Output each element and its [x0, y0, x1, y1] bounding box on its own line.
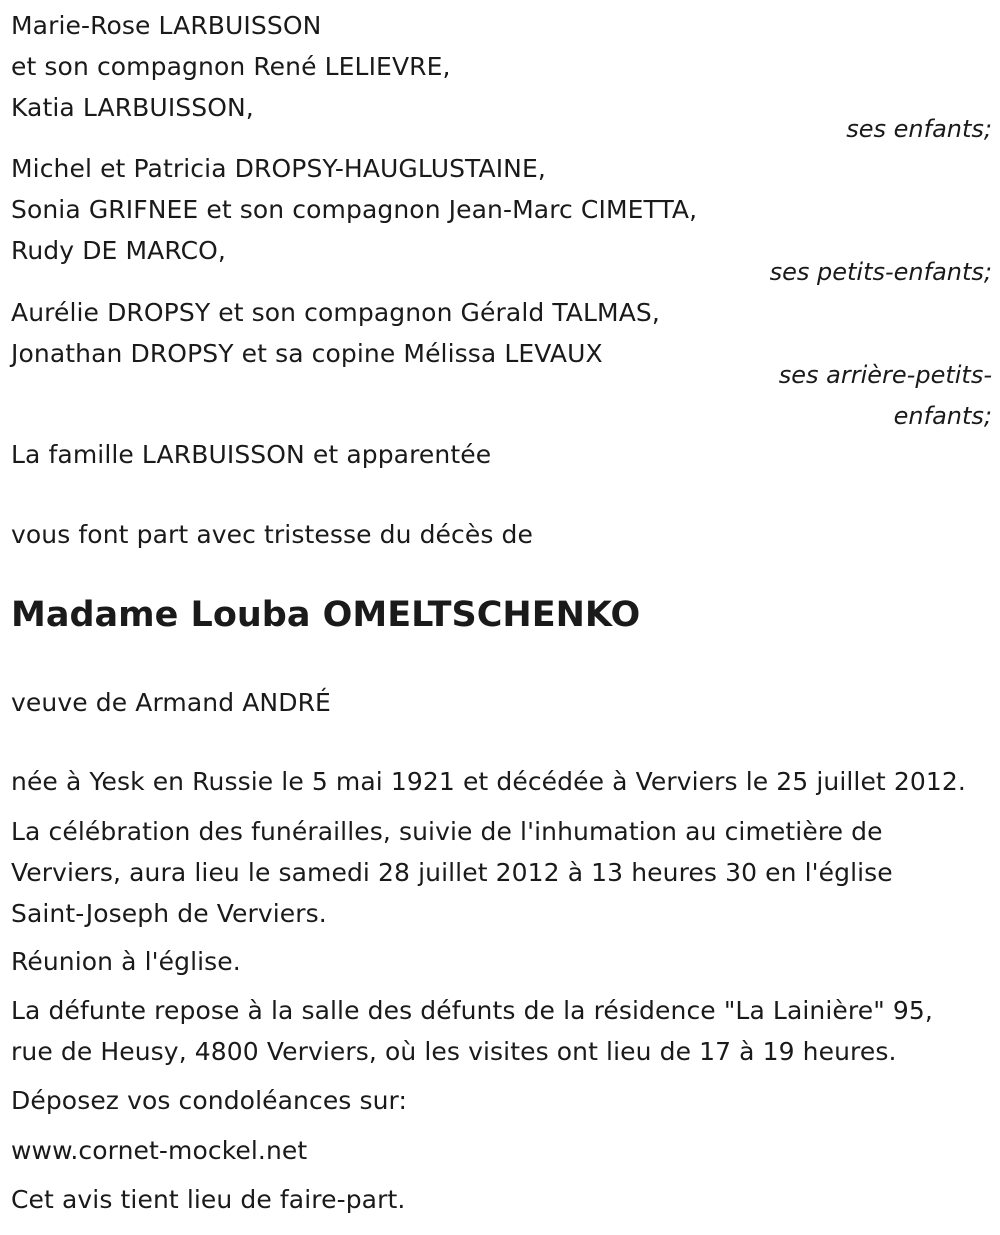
children-line-1: Marie-Rose LARBUISSON	[11, 11, 322, 40]
great-grandchildren-role-1: ses arrière-petits-	[778, 361, 992, 389]
announcement-line: vous font part avec tristesse du décès de	[11, 520, 533, 549]
repose-line-1: La défunte repose à la salle des défunts de la résidence "La Lainière" 95,	[11, 996, 933, 1025]
children-role: ses enfants;	[846, 115, 992, 143]
closing-line: Cet avis tient lieu de faire-part.	[11, 1185, 406, 1214]
condolences-label: Déposez vos condoléances sur:	[11, 1086, 408, 1115]
grandchildren-line-1: Michel et Patricia DROPSY-HAUGLUSTAINE,	[11, 154, 546, 183]
great-grandchildren-line-1: Aurélie DROPSY et son compagnon Gérald TALMAS,	[11, 298, 660, 327]
widow-of-line: veuve de Armand ANDRÉ	[11, 688, 331, 717]
great-grandchildren-role-2: enfants;	[893, 402, 992, 430]
family-line: La famille LARBUISSON et apparentée	[11, 440, 492, 469]
children-line-2: et son compagnon René LELIEVRE,	[11, 52, 451, 81]
children-line-3: Katia LARBUISSON,	[11, 93, 254, 122]
funeral-line-1: La célébration des funérailles, suivie de l'inhumation au cimetière de	[11, 817, 883, 846]
grandchildren-role: ses petits-enfants;	[769, 258, 992, 286]
meeting-line: Réunion à l'église.	[11, 947, 241, 976]
repose-paragraph	[11, 990, 992, 1072]
birth-death-line: née à Yesk en Russie le 5 mai 1921 et décédée à Verviers le 25 juillet 2012.	[11, 767, 966, 796]
website-link[interactable]: www.cornet-mockel.net	[11, 1136, 308, 1165]
great-grandchildren-line-2: Jonathan DROPSY et sa copine Mélissa LEVAUX	[11, 339, 603, 368]
funeral-line-2: Verviers, aura lieu le samedi 28 juillet 2012 à 13 heures 30 en l'église	[11, 858, 893, 887]
funeral-paragraph	[11, 811, 992, 934]
funeral-line-3: Saint-Joseph de Verviers.	[11, 899, 327, 928]
grandchildren-line-2: Sonia GRIFNEE et son compagnon Jean-Marc CIMETTA,	[11, 195, 698, 224]
deceased-name: Madame Louba OMELTSCHENKO	[11, 595, 641, 635]
repose-line-2: rue de Heusy, 4800 Verviers, où les visites ont lieu de 17 à 19 heures.	[11, 1037, 897, 1066]
grandchildren-line-3: Rudy DE MARCO,	[11, 236, 226, 265]
